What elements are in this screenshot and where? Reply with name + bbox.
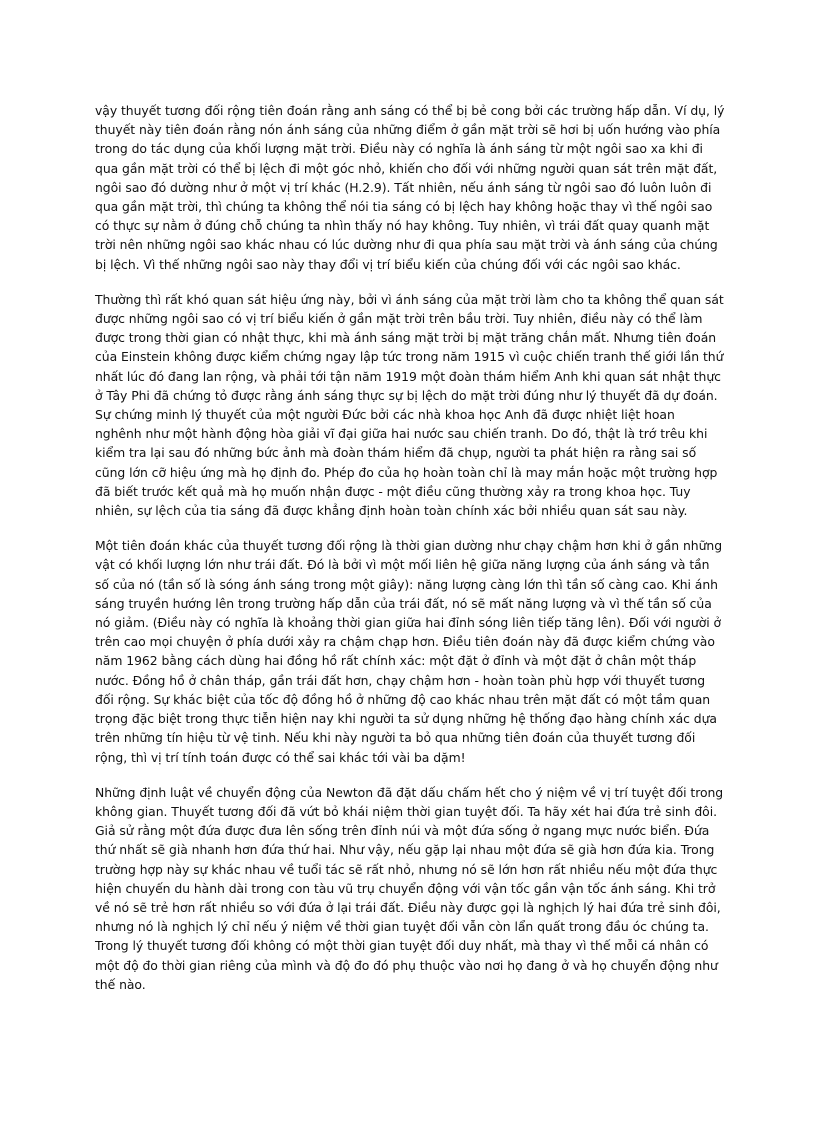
paragraph-time-dilation: Một tiên đoán khác của thuyết tương đối rộng là thời gian dường như chạy chậm hơn khi ở gần những vật có khối lượng lớn như trái đất. Đó là bởi vì một mối liên hệ giữa năng lượng của ánh sáng và tần số của nó (tần số là sóng ánh sáng trong một giây): năng lượng càng lớn thì tần số càng cao. Khi ánh sáng truyền hướng lên trong trường hấp dẫn của trái đất, nó sẽ mất năng lượng và vì thế tần số của nó giảm. (Điều này có nghĩa là khoảng thời gian giữa hai đỉnh sóng liên tiếp tăng lên). Đối với người ở trên cao mọi chuyện ở phía dưới xảy ra chậm chạp hơn. Điều tiên đoán này đã được kiểm chứng vào năm 1962 bằng cách dùng hai đồng hồ rất chính xác: một đặt ở đỉnh và một đặt ở chân một tháp nước. Đồng hồ ở chân tháp, gần trái đất hơn, chạy chậm hơn - hoàn toàn phù hợp với thuyết tương đối rộng. Sự khác biệt của tốc độ đồng hồ ở những độ cao khác nhau trên mặt đất có một tầm quan trọng đặc biệt trong thực tiễn hiện nay khi người ta sử dụng những hệ thống đạo hàng chính xác dựa trên những tín hiệu từ vệ tinh. Nếu khi này người ta bỏ qua những tiên đoán của thuyết tương đối rộng, thì vị trí tính toán được có thể sai khác tới vài ba dặm! [95,538,723,765]
paragraph-eclipse-observation: Thường thì rất khó quan sát hiệu ứng này, bởi vì ánh sáng của mặt trời làm cho ta không thể quan sát được những ngôi sao có vị trí biểu kiến ở gần mặt trời trên bầu trời. Tuy nhiên, điều này có thể làm được trong thời gian có nhật thực, khi mà ánh sáng mặt trời bị mặt trăng chắn mất. Nhưng tiên đoán của Einstein không được kiểm chứng ngay lập tức trong năm 1915 vì cuộc chiến tranh thế giới lần thứ nhất lúc đó đang lan rộng, và phải tới tận năm 1919 một đoàn thám hiểm Anh khi quan sát nhật thực ở Tây Phi đã chứng tỏ được rằng ánh sáng thực sự bị lệch do mặt trời đúng như lý thuyết đã dự đoán. Sự chứng minh lý thuyết của một người Đức bởi các nhà khoa học Anh đã được nhiệt liệt hoan nghênh như một hành động hòa giải vĩ đại giữa hai nước sau chiến tranh. Do đó, thật là trớ trêu khi kiểm tra lại sau đó những bức ảnh mà đoàn thám hiểm đã chụp, người ta phát hiện ra rằng sai số cũng lớn cỡ hiệu ứng mà họ định đo. Phép đo của họ hoàn toàn chỉ là may mắn hoặc một trường hợp đã biết trước kết quả mà họ muốn nhận được - một điều cũng thường xảy ra trong khoa học. Tuy nhiên, sự lệch của tia sáng đã được khẳng định hoàn toàn chính xác bởi nhiều quan sát sau này. [95,291,724,519]
paragraph-twin-paradox: Những định luật về chuyển động của Newton đã đặt dấu chấm hết cho ý niệm về vị trí tuyệt đối trong không gian. Thuyết tương đối đã vứt bỏ khái niệm thời gian tuyệt đối. Ta hãy xét hai đứa trẻ sinh đôi. Giả sử rằng một đứa được đưa lên sống trên đỉnh núi và một đứa sống ở ngang mực nước biển. Đứa thứ nhất sẽ già nhanh hơn đứa thứ hai. Như vậy, nếu gặp lại nhau một đứa sẽ già hơn đứa kia. Trong trường hợp này sự khác nhau về tuổi tác sẽ rất nhỏ, nhưng nó sẽ lớn hơn rất nhiều nếu một đứa thực hiện chuyến du hành dài trong con tàu vũ trụ chuyển động với vận tốc gần vận tốc ánh sáng. Khi trở về nó sẽ trẻ hơn rất nhiều so với đứa ở lại trái đất. Điều này được gọi là nghịch lý hai đứa trẻ sinh đôi, nhưng nó là nghịch lý chỉ nếu ý niệm về thời gian tuyệt đối vẫn còn lẩn quất trong đầu óc chúng ta. Trong lý thuyết tương đối không có một thời gian tuyệt đối duy nhất, mà thay vì thế mỗi cá nhân có một độ đo thời gian riêng của mình và độ đo đó phụ thuộc vào nơi họ đang ở và họ chuyển động như thế nào. [95,784,724,992]
document-body [95,101,725,1010]
paragraph-light-bending: vậy thuyết tương đối rộng tiên đoán rằng anh sáng có thể bị bẻ cong bởi các trường hấp dẫn. Ví dụ, lý thuyết này tiên đoán rằng nón ánh sáng của những điểm ở gần mặt trời sẽ hơi bị uốn hướng vào phía trong do tác dụng của khối lượng mặt trời. Điều này có nghĩa là ánh sáng từ một ngôi sao xa khi đi qua gần mặt trời có thể bị lệch đi một góc nhỏ, khiến cho đối với những người quan sát trên mặt đất, ngôi sao đó dường như ở một vị trí khác (H.2.9). Tất nhiên, nếu ánh sáng từ ngôi sao đó luôn luôn đi qua gần mặt trời, thì chúng ta không thể nói tia sáng có bị lệch hay không hoặc thay vì thế ngôi sao có thực sự nằm ở đúng chỗ chúng ta nhìn thấy nó hay không. Tuy nhiên, vì trái đất quay quanh mặt trời nên những ngôi sao khác nhau có lúc dường như đi qua phía sau mặt trời và ánh sáng của chúng bị lệch. Vì thế những ngôi sao này thay đổi vị trí biểu kiến của chúng đối với các ngôi sao khác. [95,103,725,272]
